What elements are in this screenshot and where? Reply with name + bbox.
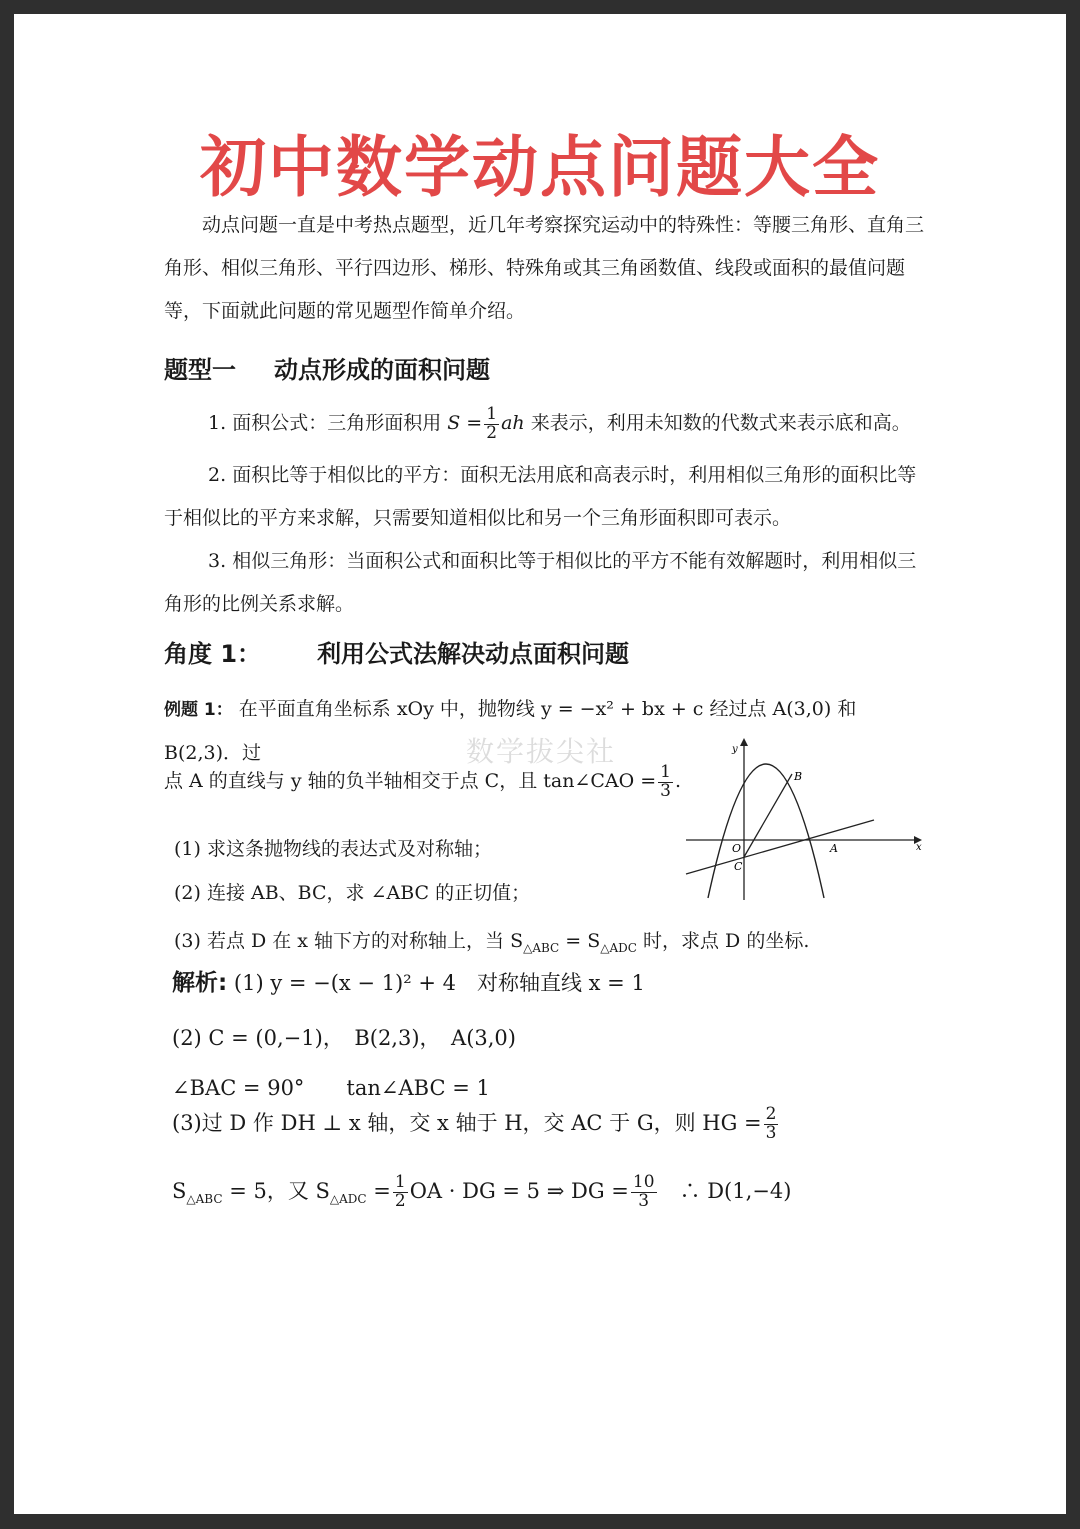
fraction-two-thirds: $\frac{2}{3}$ (765, 1104, 777, 1143)
fraction-one-half: $\frac{1}{2}$ (486, 403, 498, 443)
label-c: C (734, 860, 743, 873)
label-a: A (830, 842, 838, 855)
label-b: B (794, 770, 803, 783)
example-line-2: 点 A 的直线与 y 轴的负半轴相交于点 C，且 tan∠CAO = $\frac{1}{3}$ . (164, 761, 682, 801)
example-line-1: 例题 1： 在平面直角坐标系 xOy 中，抛物线 y = −x² + bx + c 经过点 A(3,0) 和 B(2,3)．过 (164, 698, 857, 764)
label-x: x (916, 842, 922, 853)
solution-line-5: $S_{\triangle ABC} = 5$，又 $S_{\triangle ADC}$ = $\frac{1}{2}$ OA · DG = 5 ⇒ DG = $\frac{10}{3}$ ∴ D(1,−4) (172, 1172, 792, 1211)
question-3: (3) 若点 D 在 x 轴下方的对称轴上，当 $S_{\triangle ABC} = S_{\triangle ADC}$ 时，求点 D 的坐标. (174, 930, 810, 955)
parabola-graph (682, 732, 932, 907)
segment-cb (744, 774, 792, 857)
solution-line-3: ∠BAC = 90° tan∠ABC = 1 (172, 1076, 490, 1100)
section-label: 题型一 (164, 356, 236, 384)
question-1: (1) 求这条抛物线的表达式及对称轴； (174, 838, 492, 860)
fraction-one-third: $\frac{1}{3}$ (660, 761, 671, 801)
example-label: 例题 1： (164, 700, 233, 720)
section-heading-1 (164, 350, 490, 385)
item-3: 3. 相似三角形：当面积公式和面积比等于相似比的平方不能有效解题时，利用相似三角形的比例关系求解。 (164, 550, 917, 615)
watermark: 数学拔尖社 (466, 735, 617, 768)
intro-paragraph: 动点问题一直是中考热点题型，近几年考察探究运动中的特殊性：等腰三角形、直角三角形、相似三角形、平行四边形、梯形、特殊角或其三角函数值、线段或面积的最值问题等，下面就此问题的常见题型作简单介绍。 (164, 214, 925, 322)
label-y: y (732, 744, 738, 755)
line-ac (686, 820, 874, 874)
angle-heading-1: 角度 1： 利用公式法解决动点面积问题 (164, 640, 630, 668)
solution-line-1: 解析: (1) y = −(x − 1)² + 4 对称轴直线 x = 1 (172, 970, 645, 996)
section-title: 动点形成的面积问题 (274, 356, 490, 384)
page-title: 初中数学动点问题大全 (200, 129, 880, 206)
solution-label: 解析: (172, 970, 228, 996)
question-2: (2) 连接 AB、BC，求 ∠ABC 的正切值； (174, 882, 531, 904)
solution-line-4: (3)过 D 作 DH ⊥ x 轴，交 x 轴于 H，交 AC 于 G，则 HG = $\frac{2}{3}$ (172, 1104, 777, 1143)
parabola-curve (708, 764, 824, 898)
fraction-one-half-b: $\frac{1}{2}$ (394, 1172, 406, 1211)
y-axis-arrow (740, 738, 748, 746)
solution-line-2: (2) C = (0,−1)， B(2,3)， A(3,0) (172, 1026, 516, 1050)
label-o: O (732, 842, 742, 855)
fraction-ten-thirds: $\frac{10}{3}$ (632, 1172, 655, 1211)
document-page (14, 14, 1066, 1514)
item-2: 2. 面积比等于相似比的平方：面积无法用底和高表示时，利用相似三角形的面积比等于相似比的平方来求解，只需要知道相似比和另一个三角形面积即可表示。 (164, 464, 917, 529)
item-1: 1. 面积公式：三角形面积用 S = $\frac{1}{2}$ ah 来表示，利用未知数的代数式来表示底和高。 (208, 403, 911, 443)
